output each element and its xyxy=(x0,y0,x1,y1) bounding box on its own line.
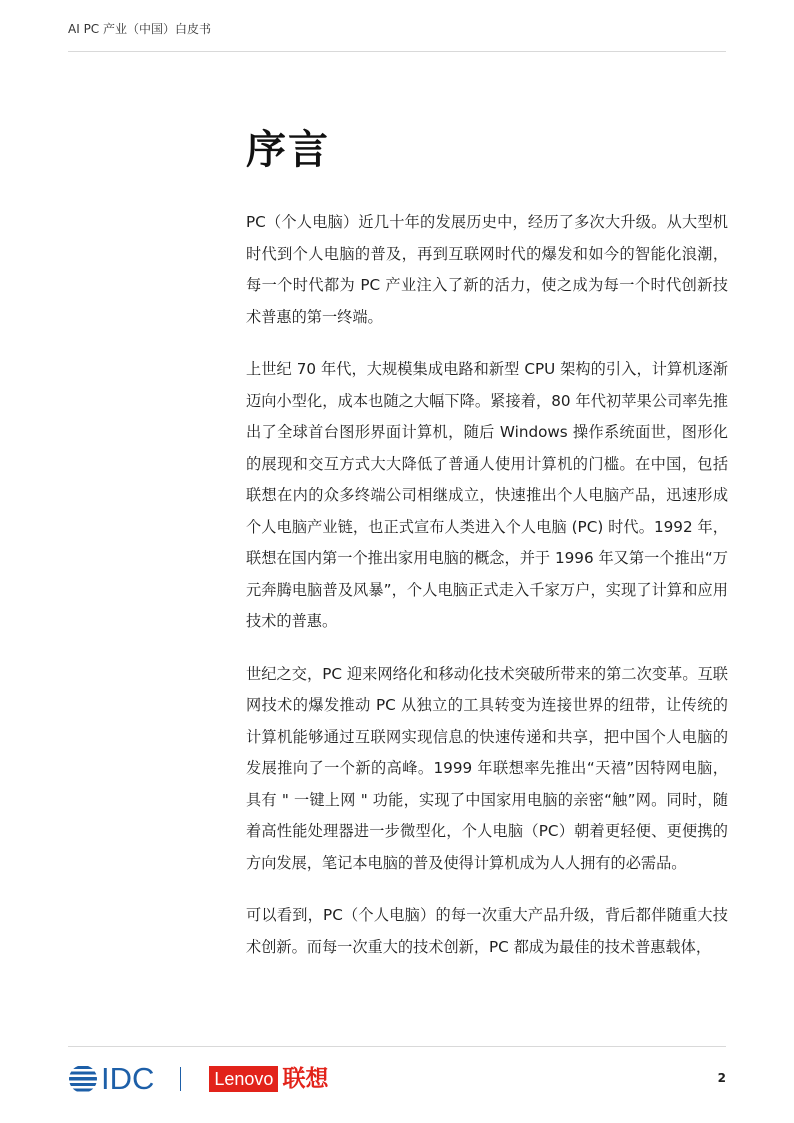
paragraph-3: 世纪之交，PC 迎来网络化和移动化技术突破所带来的第二次变革。互联网技术的爆发推动 PC 从独立的工具转变为连接世界的纽带，让传统的计算机能够通过互联网实现信息的快速传递和共享，把中国个人电脑的发展推向了一个新的高峰。1999 年联想率先推出“天禧”因特网电脑， 具有 " 一键上网 " 功能，实现了中国家用电脑的亲密“触”网。同时，随着高性能处理器进一步微型化，个人电脑（PC）朝着更轻便、更便携的方向发展，笔记本电脑的普及使得计算机成为人人拥有的必需品。 xyxy=(246,664,728,872)
header-divider xyxy=(68,51,726,52)
body-text xyxy=(246,207,728,984)
paragraph-1: PC（个人电脑）近几十年的发展历史中，经历了多次大升级。从大型机时代到个人电脑的普及，再到互联网时代的爆发和如今的智能化浪潮，每一个时代都为 PC 产业注入了新的活力，使之成为每一个时代创新技术普惠的第一终端。 xyxy=(246,213,728,326)
paragraph-2: 上世纪 70 年代，大规模集成电路和新型 CPU 架构的引入，计算机逐渐迈向小型化，成本也随之大幅下降。紧接着，80 年代初苹果公司率先推出了全球首台图形界面计算机，随后 Windows 操作系统面世，图形化的展现和交互方式大大降低了普通人使用计算机的门槛。在中国，包括联想在内的众多终端公司相继成立，快速推出个人电脑产品，迅速形成个人电脑产业链，也正式宣布人类进入个人电脑 (PC) 时代。1992 年，联想在国内第一个推出家用电脑的概念，并于 1996 年又第一个推出“万元奔腾电脑普及风暴”，个人电脑正式走入千家万户，实现了计算和应用技术的普惠。 xyxy=(246,360,728,630)
lenovo-cn-logo-text: 联想 xyxy=(282,1066,329,1092)
lenovo-logo xyxy=(209,1064,328,1094)
idc-logo xyxy=(68,1062,154,1096)
page-number: 2 xyxy=(717,1071,726,1085)
idc-globe-icon xyxy=(68,1064,98,1094)
paragraph-4: 可以看到，PC（个人电脑）的每一次重大产品升级，背后都伴随重大技术创新。而每一次重大的技术创新，PC 都成为最佳的技术普惠载体， xyxy=(246,906,728,956)
logo-divider xyxy=(180,1067,181,1091)
idc-logo-text: IDC xyxy=(101,1061,155,1096)
footer-logos xyxy=(68,1062,328,1096)
lenovo-logo-text: Lenovo xyxy=(209,1066,278,1092)
running-header: AI PC 产业（中国）白皮书 xyxy=(68,22,211,36)
footer-divider xyxy=(68,1046,726,1047)
page-title: 序言 xyxy=(246,127,330,173)
